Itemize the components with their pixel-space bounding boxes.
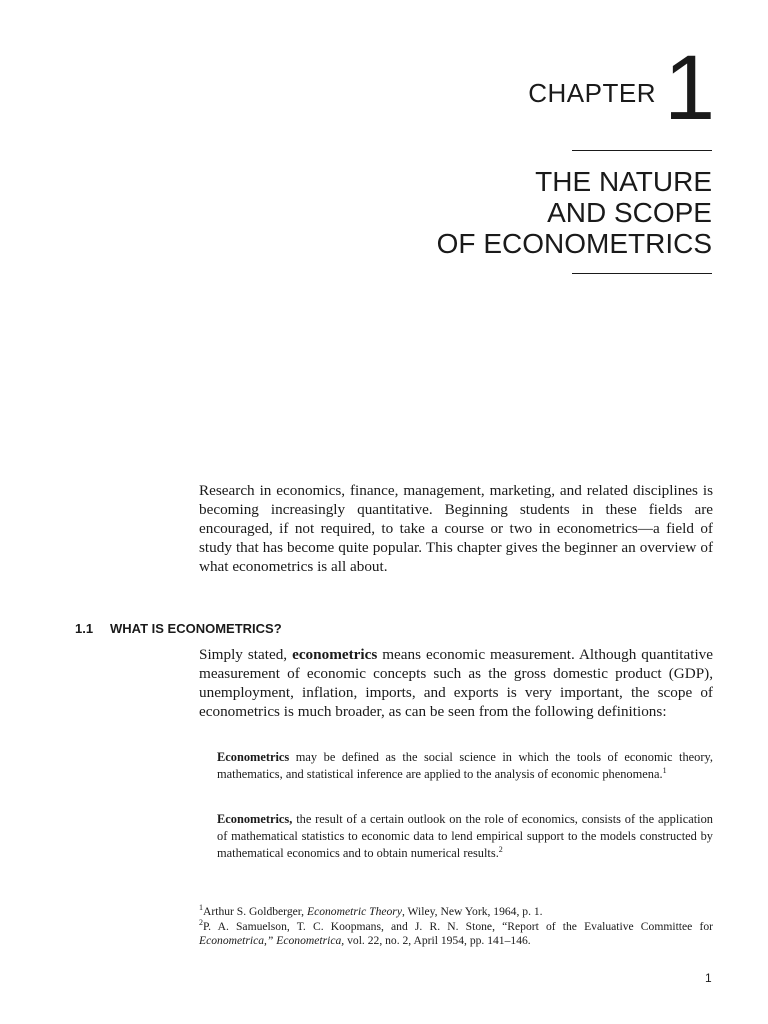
page-number: 1 <box>705 971 712 985</box>
footnote-title: Econometrica,” Econometrica, <box>199 934 345 947</box>
footnote-text: vol. 22, no. 2, April 1954, pp. 141–146. <box>344 934 531 947</box>
section-title: WHAT IS ECONOMETRICS? <box>110 621 282 636</box>
definition-text: may be defined as the social science in which the tools of economic theory, mathematics, and statistical inference are applied to the analysis of economic phenomena. <box>217 750 713 781</box>
footnote <box>199 917 713 949</box>
definition-term: Econometrics <box>217 750 290 764</box>
definition-quote <box>217 811 713 862</box>
section-paragraph-text: means economic measurement. Although quantitative measurement of economic concepts such as the gross domestic product (GDP), unemployment, inflation, imports, and exports is very important, the scope of econometrics is much broader, as can be seen from the following definitions: <box>199 646 713 720</box>
intro-paragraph: Research in economics, finance, management, marketing, and related disciplines is becoming increasingly quantitative. Beginning students in these fields are encouraged, if not required, to take a course or two in econometrics—a field of study that has become quite popular. This chapter gives the beginner an overview of what econometrics is all about. <box>199 482 713 575</box>
section-number: 1.1 <box>75 621 94 636</box>
footnote-ref[interactable]: 1 <box>662 766 667 775</box>
definition-quote <box>217 749 713 783</box>
key-term: econometrics <box>292 646 378 663</box>
definition-term: Econometrics, <box>217 812 293 826</box>
chapter-rule-top <box>572 150 712 151</box>
footnote-text: Arthur S. Goldberger, <box>203 905 307 918</box>
footnotes <box>199 905 713 949</box>
footnote-text: , Wiley, New York, 1964, p. 1. <box>401 905 543 918</box>
chapter-title-line: AND SCOPE <box>547 197 712 228</box>
footnote <box>199 905 713 920</box>
footnote-text: P. A. Samuelson, T. C. Koopmans, and J. R. N. Stone, “Report of the Evaluative Committee for <box>203 919 713 933</box>
chapter-title <box>437 166 712 259</box>
chapter-rule-bottom <box>572 273 712 274</box>
footnote-mark: 1 <box>199 903 203 912</box>
chapter-title-line: THE NATURE <box>535 166 712 197</box>
definition-text: the result of a certain outlook on the role of economics, consists of the application of mathematical statistics to economic data to lend empirical support to the models constructed by mathematical economics and to obtain numerical results. <box>217 812 713 860</box>
footnote-ref[interactable]: 2 <box>498 845 503 854</box>
section-paragraph <box>199 645 713 721</box>
section-heading <box>75 621 282 636</box>
section-paragraph-text: Simply stated, <box>199 646 293 663</box>
chapter-label: CHAPTER <box>528 78 656 108</box>
footnote-title: Econometric Theory <box>306 905 402 918</box>
chapter-number: 1 <box>664 37 716 139</box>
chapter-title-line: OF ECONOMETRICS <box>436 228 712 259</box>
footnote-mark: 2 <box>199 917 203 927</box>
